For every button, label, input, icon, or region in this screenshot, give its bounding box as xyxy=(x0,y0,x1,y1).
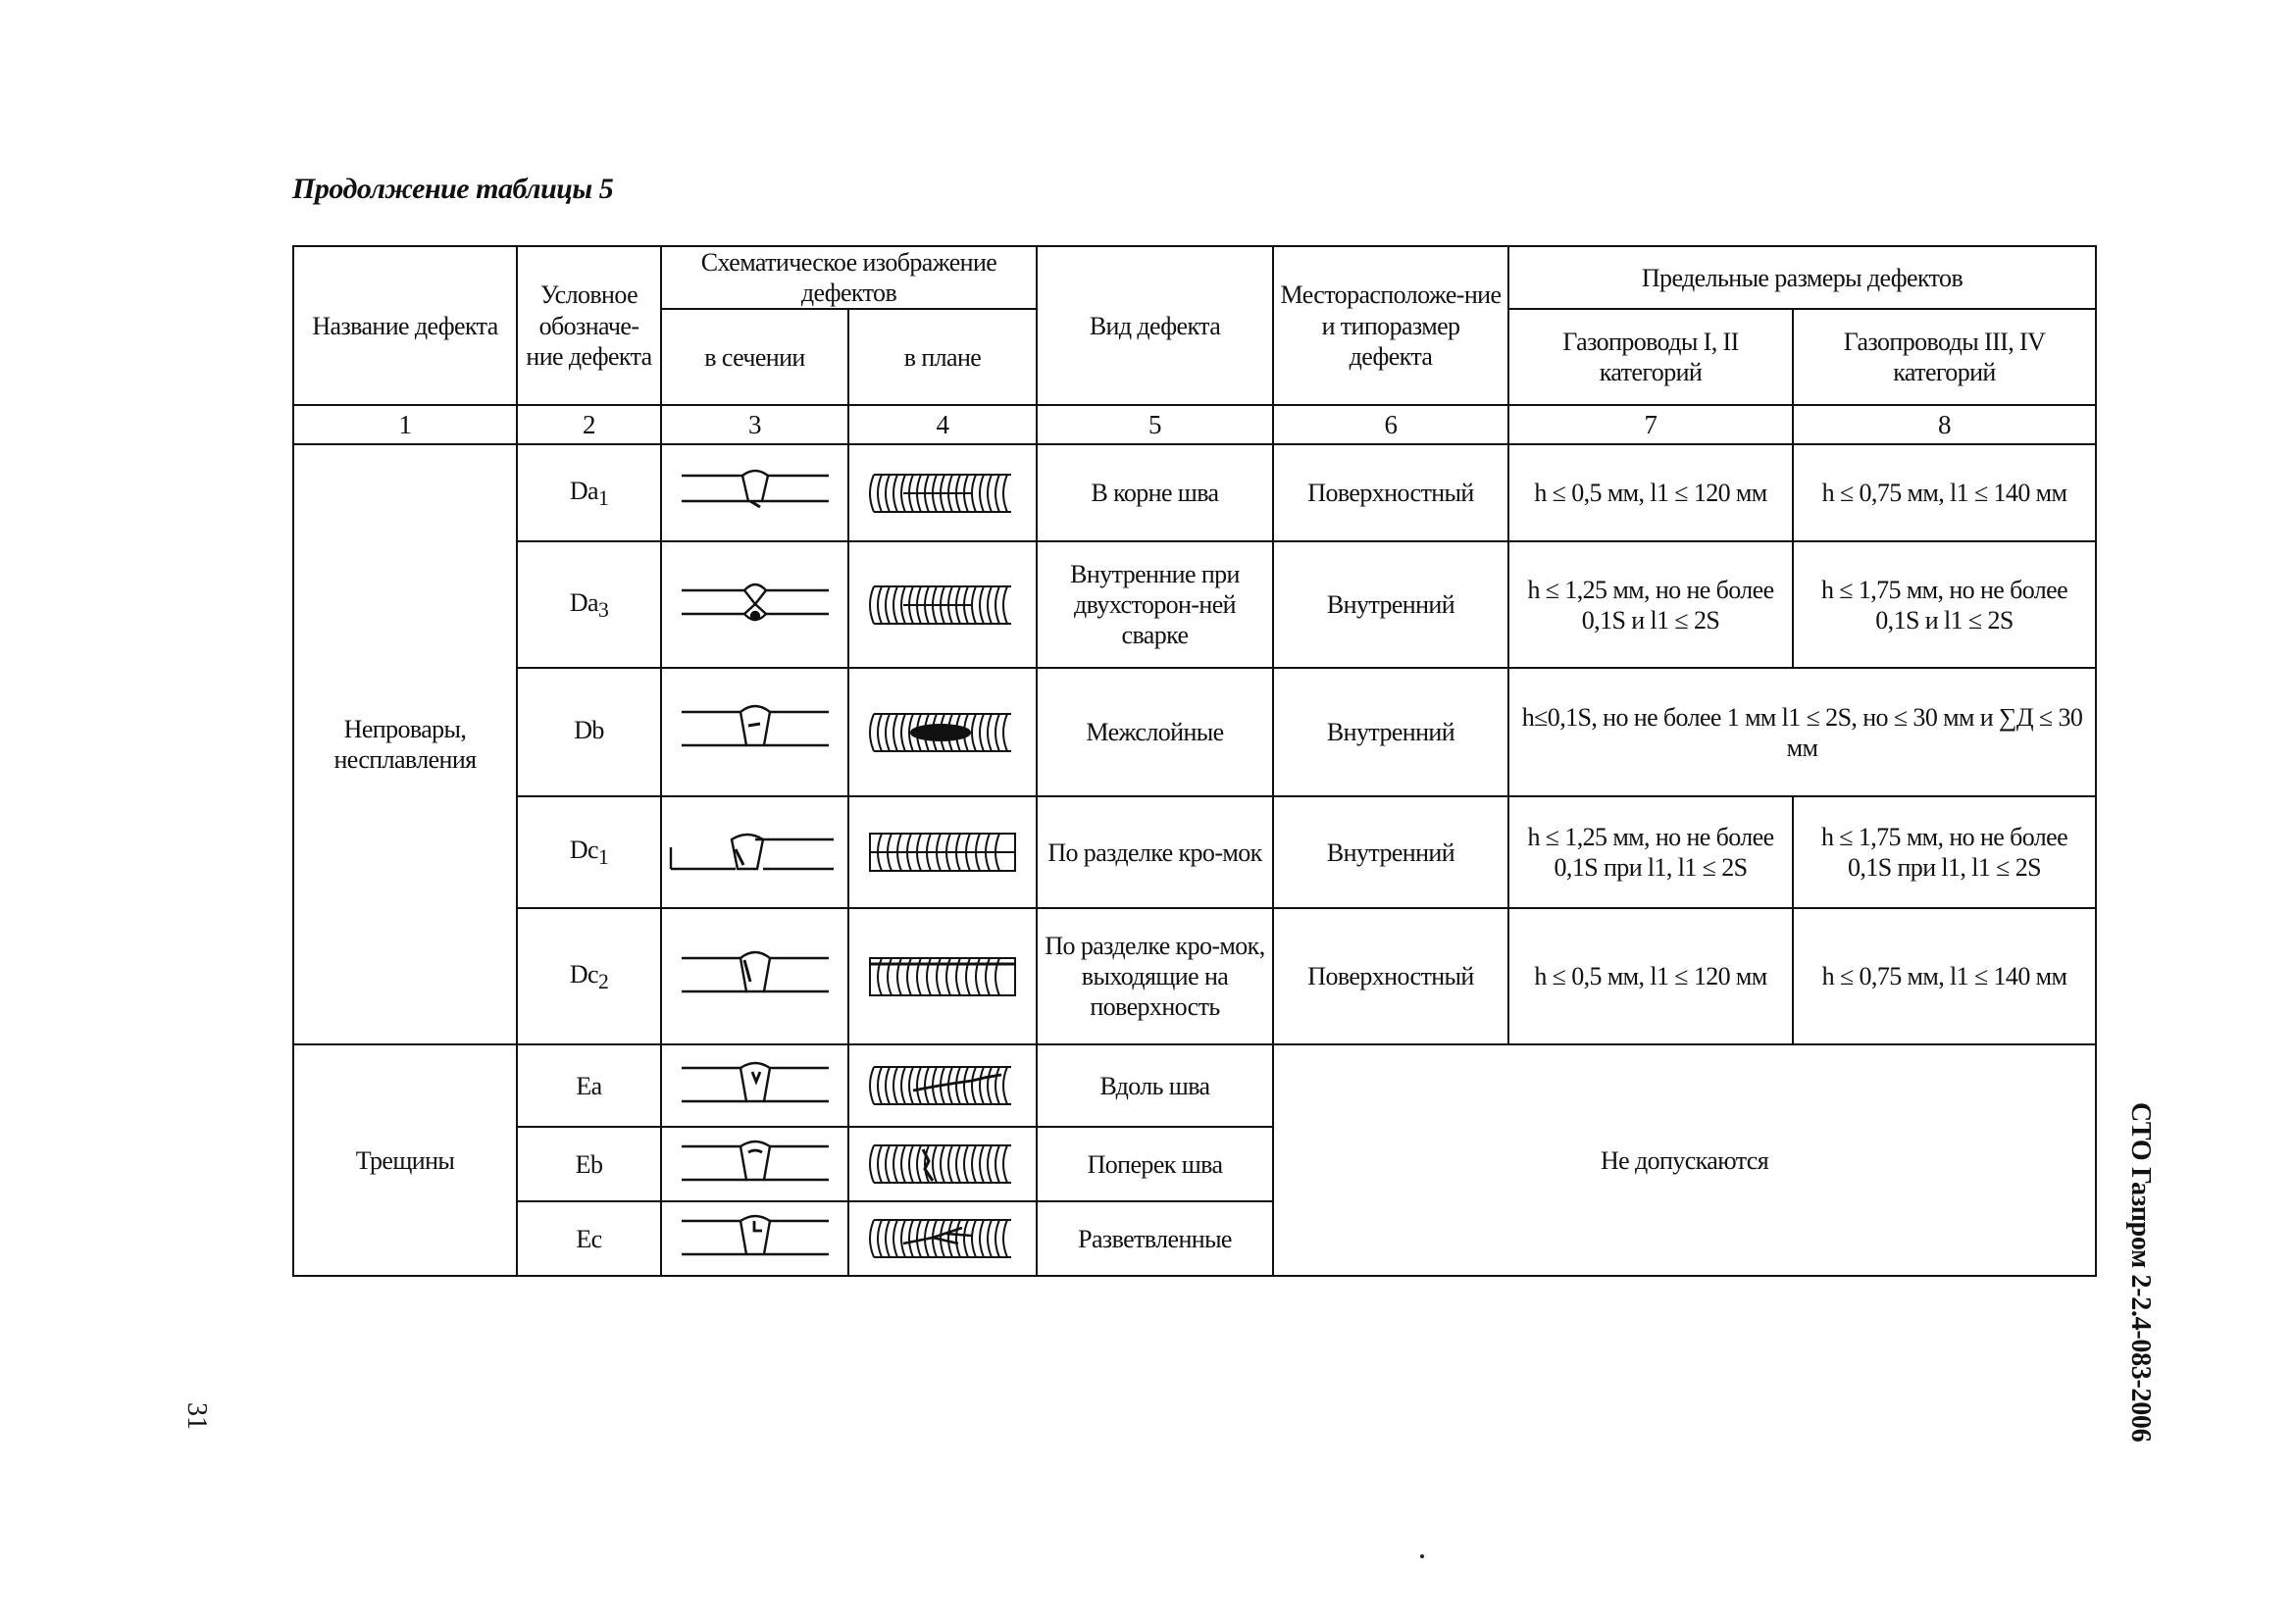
limit-cat34: h ≤ 1,75 мм, но не более 0,1S и l1 ≤ 2S xyxy=(1793,541,2096,668)
column-number: 2 xyxy=(517,405,661,444)
defect-location: Внутренний xyxy=(1273,796,1508,908)
defect-kind: Межслойные xyxy=(1037,668,1273,796)
defect-code: Eb xyxy=(517,1127,661,1201)
transverse-crack-plan-icon xyxy=(848,1127,1037,1201)
edge-preparation-defect-icon xyxy=(661,796,848,908)
header-name: Название дефекта xyxy=(293,246,517,405)
limit-cat34: h ≤ 1,75 мм, но не более 0,1S при l1, l1 ≤ 2S xyxy=(1793,796,2096,908)
table-row xyxy=(293,796,2096,908)
table-row xyxy=(293,668,2096,796)
transverse-crack-icon xyxy=(661,1127,848,1201)
defect-group-name: Трещины xyxy=(293,1044,517,1276)
column-number: 4 xyxy=(848,405,1037,444)
weld-bead-plan-icon xyxy=(848,444,1037,541)
limit-cat34: h ≤ 0,75 мм, l1 ≤ 140 мм xyxy=(1793,444,2096,541)
header-location: Месторасположе-ние и типоразмер дефекта xyxy=(1273,246,1508,405)
limit-cat12: h ≤ 1,25 мм, но не более 0,1S при l1, l1 ≤ 2S xyxy=(1508,796,1793,908)
table-row xyxy=(293,541,2096,668)
longitudinal-crack-icon xyxy=(661,1044,848,1127)
column-number: 8 xyxy=(1793,405,2096,444)
defect-kind: Поперек шва xyxy=(1037,1127,1273,1201)
double-sided-weld-defect-icon xyxy=(661,541,848,668)
edge-plan-icon xyxy=(848,908,1037,1044)
surface-edge-defect-icon xyxy=(661,908,848,1044)
table-row xyxy=(293,1044,2096,1127)
edge-plan-icon xyxy=(848,796,1037,908)
limit-not-allowed: Не допускаются xyxy=(1273,1044,2096,1276)
header-code: Условное обозначе-ние дефекта xyxy=(517,246,661,405)
defect-code: $Da_1$ xyxy=(517,444,661,541)
branched-crack-plan-icon xyxy=(848,1201,1037,1276)
table-row xyxy=(293,908,2096,1044)
defect-code: $Dc_2$ xyxy=(517,908,661,1044)
column-number: 3 xyxy=(661,405,848,444)
defect-location: Поверхностный xyxy=(1273,444,1508,541)
defect-group-name: Непровары, несплавления xyxy=(293,444,517,1044)
header-limits: Предельные размеры дефектов xyxy=(1508,246,2096,309)
branched-crack-icon xyxy=(661,1201,848,1276)
interlayer-plan-icon xyxy=(848,668,1037,796)
limit-merged: h≤0,1S, но не более 1 мм l1 ≤ 2S, но ≤ 30 мм и ∑Д ≤ 30 мм xyxy=(1508,668,2096,796)
defect-location: Поверхностный xyxy=(1273,908,1508,1044)
table-row xyxy=(293,444,2096,541)
defect-kind: Разветвленные xyxy=(1037,1201,1273,1276)
header-cat12: Газопроводы I, II категорий xyxy=(1508,309,1793,405)
header-plan: в плане xyxy=(848,309,1037,405)
defect-code: $Dc_1$ xyxy=(517,796,661,908)
page-number: 31 xyxy=(181,1402,212,1430)
header-section: в сечении xyxy=(661,309,848,405)
defect-code: Db xyxy=(517,668,661,796)
table-caption: Продолжение таблицы 5 xyxy=(292,173,614,205)
header-schematic: Схематическое изображение дефектов xyxy=(661,246,1037,309)
root-lack-of-penetration-icon xyxy=(661,444,848,541)
defect-kind: По разделке кро-мок xyxy=(1037,796,1273,908)
column-number: 5 xyxy=(1037,405,1273,444)
longitudinal-crack-plan-icon xyxy=(848,1044,1037,1127)
defect-location: Внутренний xyxy=(1273,541,1508,668)
column-number: 6 xyxy=(1273,405,1508,444)
limit-cat12: h ≤ 0,5 мм, l1 ≤ 120 мм xyxy=(1508,908,1793,1044)
defect-kind: Внутренние при двухсторон-ней сварке xyxy=(1037,541,1273,668)
defect-kind: В корне шва xyxy=(1037,444,1273,541)
defect-location: Внутренний xyxy=(1273,668,1508,796)
scan-dot xyxy=(1420,1554,1424,1558)
defects-table xyxy=(292,245,2097,1277)
defect-kind: Вдоль шва xyxy=(1037,1044,1273,1127)
defect-code: Ec xyxy=(517,1201,661,1276)
limit-cat12: h ≤ 1,25 мм, но не более 0,1S и l1 ≤ 2S xyxy=(1508,541,1793,668)
defect-code: Ea xyxy=(517,1044,661,1127)
defect-kind: По разделке кро-мок, выходящие на поверхность xyxy=(1037,908,1273,1044)
limit-cat12: h ≤ 0,5 мм, l1 ≤ 120 мм xyxy=(1508,444,1793,541)
document-code: СТО Газпром 2-2.4-083-2006 xyxy=(2125,1102,2156,1443)
header-cat34: Газопроводы III, IV категорий xyxy=(1793,309,2096,405)
column-number: 1 xyxy=(293,405,517,444)
defect-code: $Da_3$ xyxy=(517,541,661,668)
weld-bead-plan-icon xyxy=(848,541,1037,668)
interlayer-defect-icon xyxy=(661,668,848,796)
header-kind: Вид дефекта xyxy=(1037,246,1273,405)
limit-cat34: h ≤ 0,75 мм, l1 ≤ 140 мм xyxy=(1793,908,2096,1044)
column-number: 7 xyxy=(1508,405,1793,444)
